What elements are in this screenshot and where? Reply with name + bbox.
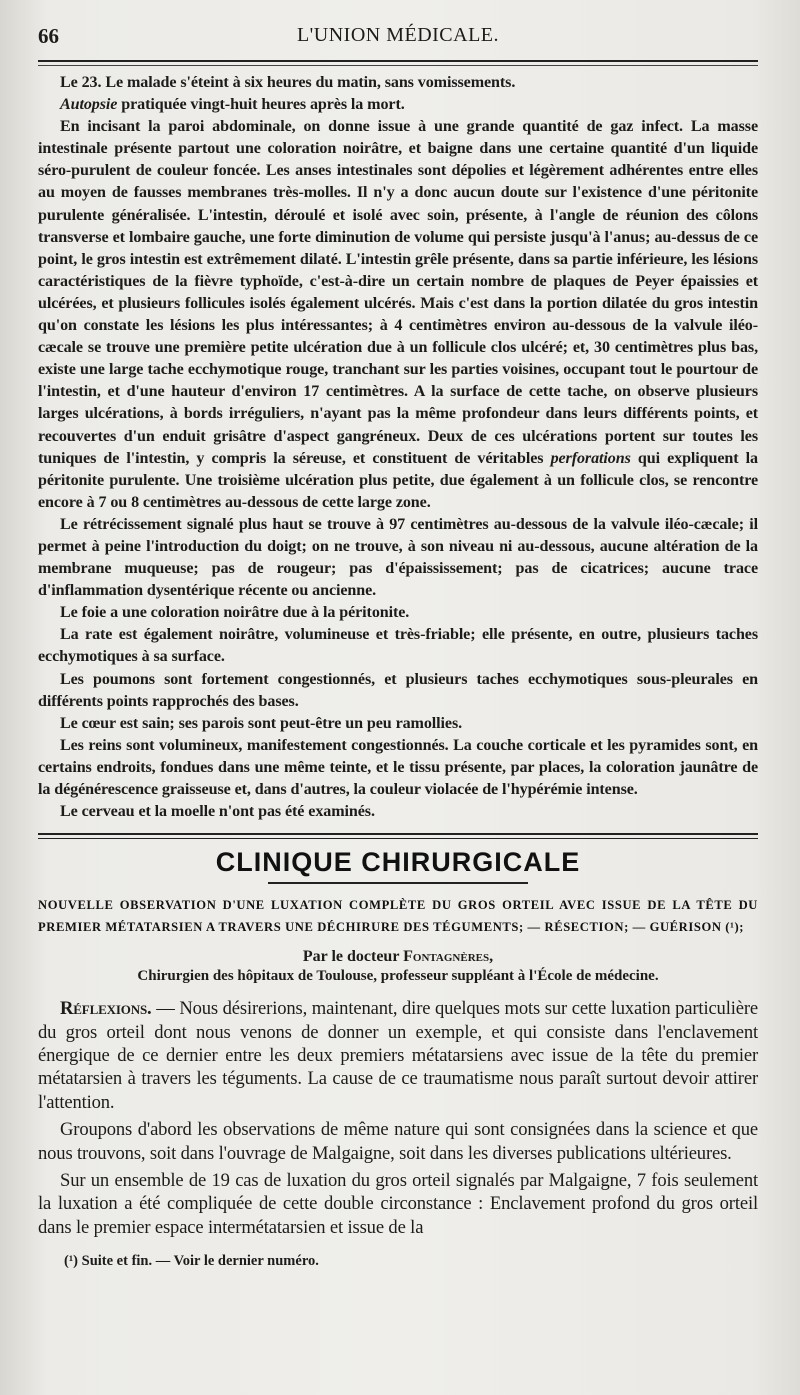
article-title: NOUVELLE OBSERVATION D'UNE LUXATION COMPLÈTE DU GROS ORTEIL AVEC ISSUE DE LA TÊTE DU PREMIER MÉTATARSIEN A TRAVERS UNE DÉCHIRURE DES TÉGUMENTS; — RÉSECTION; — GUÉRISON (¹); — [38, 898, 758, 935]
observation-paragraph: Les reins sont volumineux, manifestement congestionnés. La couche corticale et les pyramides sont, en certains endroits, fondues dans une même teinte, et le tissu présente, par places, la coloration jaunâtre de la dégénérescence graisseuse et, dans d'autres, la couleur violacée de l'hypérémie intense. — [38, 736, 758, 798]
byline-prefix: Par le docteur — [302, 948, 404, 966]
intestine-description-end: qui expliquent la péritonite purulente. Une troisième ulcération plus petite, due également à un follicule clos, se rencontre encore à 7 ou 8 centimètres au-dessous de cette large zone. — [38, 449, 758, 511]
observation-text — [38, 72, 758, 823]
observation-paragraph: La rate est également noirâtre, volumineuse et très-friable; elle présente, en outre, plusieurs taches ecchymotiques à sa surface. — [38, 626, 758, 666]
page-header — [38, 20, 758, 54]
observation-paragraph: Le rétrécissement signalé plus haut se trouve à 97 centimètres au-dessous de la valvule iléo-cæcale; il permet à peine l'introduction du doigt; on ne trouve, à son niveau ni au-dessous, aucune altération de la membrane muqueuse; pas de rougeur; pas d'épaississement; pas de cicatrices; aucune trace d'inflammation dysentérique récente ou ancienne. — [38, 515, 758, 600]
article-paragraph: Sur un ensemble de 19 cas de luxation du gros orteil signalés par Malgaigne, 7 fois seulement la luxation a été compliquée de cette double circonstance : Enclavement profond du gros orteil dans le premier espace intermétatarsien et issue de la — [38, 1170, 758, 1238]
observation-paragraph — [38, 116, 758, 514]
author-affiliation: Chirurgien des hôpitaux de Toulouse, professeur suppléant à l'École de médecine. — [137, 968, 659, 985]
observation-paragraph: Le cerveau et la moelle n'ont pas été examinés. — [60, 803, 375, 821]
observation-paragraph: Le 23. Le malade s'éteint à six heures du matin, sans vomissements. — [60, 74, 516, 91]
perforations-word: perforations — [550, 449, 631, 467]
lead-word: Réflexions. — [60, 998, 152, 1020]
autopsy-paragraph — [38, 94, 758, 116]
observation-paragraph: Les poumons sont fortement congestionnés, et plusieurs taches ecchymotiques sous-pleurales en différents points rapprochés des bases. — [38, 670, 758, 710]
observation-paragraph: Le cœur est sain; ses parois sont peut-être un peu ramollies. — [60, 714, 463, 732]
section-title-rule — [268, 882, 528, 884]
section-divider — [38, 833, 758, 839]
article-paragraph — [38, 997, 758, 1114]
observation-paragraph: Le foie a une coloration noirâtre due à la péritonite. — [60, 604, 410, 622]
byline — [38, 948, 758, 966]
page-number: 66 — [38, 24, 59, 48]
article-paragraph: Groupons d'abord les observations de même nature qui sont consignées dans la science et que nous trouvons, soit dans l'ouvrage de Malgaigne, soit dans les diverses publications ultérieures. — [38, 1119, 758, 1164]
header-rule — [38, 60, 758, 62]
autopsy-text: pratiquée vingt-huit heures après la mort. — [117, 96, 405, 114]
byline-suffix: , — [489, 948, 494, 966]
article-paragraph-text: — Nous désirerions, maintenant, dire quelques mots sur cette luxation particulière du gros orteil dont nous venons de donner un exemple, et qui consiste dans l'enclavement énergique de ce dernier entre les deux premiers métatarsiens avec issue de la tête du premier métatarsien à travers les téguments. La cause de ce traumatisme nous paraît surtout devoir attirer l'attention. — [38, 998, 758, 1113]
running-title: L'UNION MÉDICALE. — [296, 24, 500, 46]
footnote: (¹) Suite et fin. — Voir le dernier numéro. — [64, 1253, 319, 1270]
article-body — [38, 997, 758, 1239]
intestine-description: En incisant la paroi abdominale, on donne issue à une grande quantité de gaz infect. La masse intestinale présente partout une coloration noirâtre, et baigne dans une certaine quantité d'un liquide séro-purulent de couleur foncée. Les anses intestinales sont dépolies et légèrement adhérentes entre elles au moyen de fausses membranes très-molles. Il n'y a donc aucun doute sur l'existence d'une péritonite purulente généralisée. L'intestin, déroulé et isolé avec soin, présente, à l'angle de réunion des côlons transverse et lombaire gauche, une forte diminution de volume qui persiste jusqu'à l'anus; au-dessus de ce point, le gros intestin est extrêmement dilaté. L'intestin grêle présente, dans sa partie inférieure, les lésions caractéristiques de la fièvre typhoïde, c'est-à-dire un certain nombre de plaques de Peyer épaissies et ulcérées, et plusieurs follicules isolés également ulcérés. Mais c'est dans la portion dilatée du gros intestin qu'on constate les lésions les plus intéressantes; à 4 centimètres environ au-dessous de la valvule iléo-cæcale se trouve une première petite ulcération due à un follicule clos ulcéré; et, 30 centimètres plus bas, existe une large tache ecchymotique rouge, tranchant sur les parties voisines, occupant tout le pourtour de l'intestin, et d'une hauteur d'environ 17 centimètres. A la surface de cette tache, on observe plusieurs larges ulcérations, à bords irréguliers, n'ayant pas la même profondeur dans leurs différents points, et recouvertes d'un enduit grisâtre d'aspect gangréneux. Deux de ces ulcérations portent sur toutes les tuniques de l'intestin, y compris la séreuse, et constituent de véritables — [38, 118, 758, 467]
header-rule-thin — [38, 65, 758, 66]
autopsy-label: Autopsie — [60, 96, 118, 114]
author-name: Fontagnères — [403, 948, 490, 966]
section-title: CLINIQUE CHIRURGICALE — [215, 847, 581, 878]
